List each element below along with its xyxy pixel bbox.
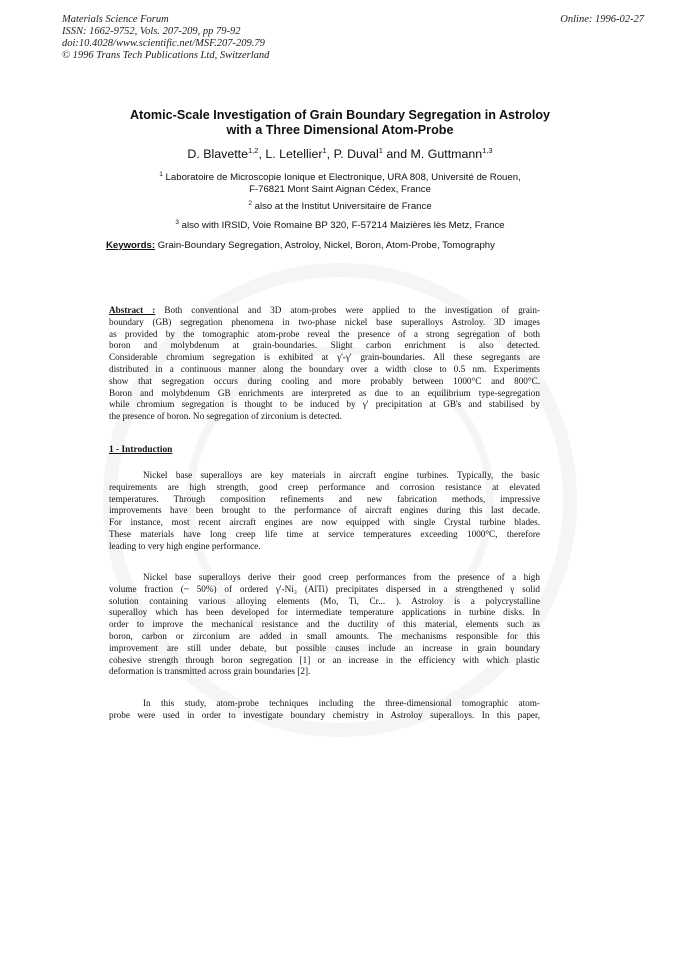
affil-text: also at the Institut Universitaire de France [251,201,432,213]
author-separator: , [258,147,266,162]
paragraph-line: order to improve the mechanical resistance and the ductility of this material, elements such as [109,619,540,630]
keywords-line [106,240,495,251]
paragraph-line: leading to very high engine performance. [109,540,261,551]
paper-title [60,108,620,138]
title-line-1: Atomic-Scale Investigation of Grain Boundary Segregation in Astroloy [129,108,551,122]
section-heading-introduction: 1 - Introduction [109,445,173,455]
abstract-line: Boron and molybdenum GB enrichments are interpreted as due to an equilibrium type-segregation [109,387,540,398]
author-affil-sup: 1,3 [482,146,493,155]
affil-sup: 3 [175,219,179,226]
author-name: P. Duval [333,147,379,162]
author-affil-sup: 1 [322,146,327,155]
paragraph-line: improvements have been brought to the performance of aircraft engines during this last decade. [109,505,540,516]
author-separator: , [326,147,334,162]
title-line-2: with a Three Dimensional Atom-Probe [226,123,454,137]
paragraph-line: boron, carbon or zirconium are added in small amounts. The mechanisms responsible for this [109,630,540,641]
affil-sup: 1 [159,171,163,178]
abstract-line: boron and molybdenum at grain-boundaries. Slight carbon enrichment is also detected. [109,340,540,351]
paragraph-line: deformation is transmitted across grain boundaries [2]. [109,666,311,677]
abstract-line: distributed in a continuous manner along the boundary over a width close to 0.5 nm. Experiments [109,363,540,374]
author-affil-sup: 1 [378,146,383,155]
author-separator: and [382,147,411,162]
affil-text: Laboratoire de Microscopie Ionique et Electronique, URA 808, Université de Rouen, [162,172,521,184]
paragraph-line: superalloy which has been developed for intermediate temperature applications in turbine disks. In [109,607,540,618]
paragraph-line: probe were used in order to investigate boundary chemistry in Astroloy superalloys. In this paper, [109,709,540,720]
paragraph-line: improvement are still under debate, but possible causes include an increase in grain boundary [109,642,540,653]
intro-paragraph-1 [109,470,540,553]
paragraph-line: These materials have long creep life time at service temperatures exceeding 1000°C, therefore [109,528,540,539]
abstract-label: Abstract : [109,305,156,315]
doi-link[interactable]: doi:10.4028/www.scientific.net/MSF.207-209.79 [62,38,265,49]
affiliation-2 [60,198,620,213]
paragraph-line: Nickel base superalloys derive their good creep performances from the presence of a high [143,572,540,582]
affiliation-3 [60,217,620,232]
affiliation-1 [60,169,620,196]
abstract-line: Both conventional and 3D atom-probes were applied to the investigation of grain- [155,305,541,315]
paragraph-line: In this study, atom-probe techniques including the three-dimensional tomographic atom- [143,698,540,708]
keywords-text: Grain-Boundary Segregation, Astroloy, Nickel, Boron, Atom-Probe, Tomography [155,240,495,251]
intro-paragraph-3 [109,698,540,722]
paragraph-line: For instance, most recent aircraft engines are now equipped with single Crystal turbine blades. [109,517,540,528]
issn-line: ISSN: 1662-9752, Vols. 207-209, pp 79-92 [62,26,241,37]
paragraph-line: Nickel base superalloys are key materials in aircraft engine turbines. Typically, the basic [143,470,540,480]
affil-sup: 2 [248,200,252,207]
abstract-line: while chromium segregation is thought to be induced by γ' precipitation at GB's and stabilised by [109,399,540,410]
abstract-line: as provided by the tomographic atom-probe reveal the presence of a strong segregation of both [109,328,540,339]
abstract-line: boundary (GB) segregation phenomena in two-phase nickel base superalloys Astroloy. 3D images [109,316,540,327]
intro-paragraph-2 [109,572,540,678]
copyright-line: © 1996 Trans Tech Publications Ltd, Switzerland [62,50,270,61]
author-name: L. Letellier [265,147,323,162]
affil-text: F-76821 Mont Saint Aignan Cédex, France [249,184,431,196]
journal-header [62,14,269,62]
author-name: M. Guttmann [410,147,483,162]
author-list [60,146,620,161]
affil-text: also with IRSID, Voie Romaine BP 320, F-57214 Maizières lès Metz, France [179,220,505,232]
abstract-block [109,305,540,423]
author-name: D. Blavette [187,147,248,162]
paragraph-line: volume fraction (~ 50%) of ordered γ'-Ni₃ (AlTi) precipitates dispersed in a strengthened γ solid [109,583,540,594]
journal-name: Materials Science Forum [62,14,169,25]
paragraph-line: requirements are high strength, good creep performance and corrosion resistance at elevated [109,481,540,492]
keywords-label: Keywords: [106,240,156,251]
author-affil-sup: 1,2 [248,146,259,155]
abstract-line: the presence of boron. No segregation of zirconium is detected. [109,411,342,422]
paragraph-line: cohesive strength through boron segregation [1] or an increase in the efficiency with which plastic [109,654,540,665]
abstract-line: Considerable chromium segregation is exhibited at γ'-γ' grain-boundaries. All these segregants are [109,352,540,363]
online-date: Online: 1996-02-27 [560,14,644,25]
paragraph-line: temperatures. Through composition refinements and new fabrication methods, impressive [109,493,540,504]
paragraph-line: solution containing various alloying elements (Mo, Ti, Cr... ). Astroloy is a polycrystalline [109,595,540,606]
abstract-line: show that segregation occurs during cooling and more probably between 1000°C and 800°C. [109,375,540,386]
